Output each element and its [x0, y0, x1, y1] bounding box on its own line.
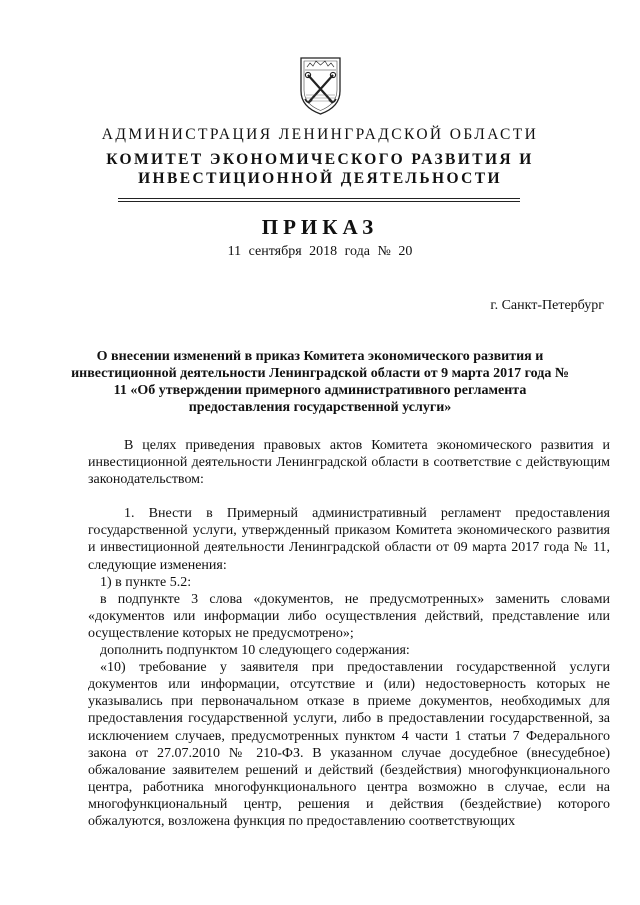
paragraph-subitem-3: в подпункте 3 слова «документов, не предусмотренных» заменить словами «документов или информации либо осуществления действий, представление или осуществление которых не предусмотрено»;: [88, 591, 610, 641]
document-date-number: 11 сентября 2018 года № 20: [227, 244, 413, 259]
committee-name-line1: КОМИТЕТ ЭКОНОМИЧЕСКОГО РАЗВИТИЯ И: [106, 151, 534, 168]
committee-name: [0, 150, 640, 188]
document-body: [88, 437, 610, 830]
header-divider-top: [118, 198, 520, 199]
paragraph-item-1: 1) в пункте 5.2:: [100, 574, 192, 590]
paragraph-1: 1. Внести в Примерный административный регламент предоставления государственной услуги, утвержденный приказом Комитета экономического развития и инвестиционной деятельности Ленинградской области от 09 марта 2017 года № 11, следующие изменения:: [88, 506, 610, 573]
paragraph-add-subitem: дополнить подпунктом 10 следующего содержания:: [100, 643, 410, 659]
header-divider-bottom: [118, 201, 520, 202]
preamble-paragraph: В целях приведения правовых актов Комитета экономического развития и инвестиционной деятельности Ленинградской области в соответствие с действующим законодательством:: [88, 438, 610, 488]
document-subject: О внесении изменений в приказ Комитета экономического развития и инвестиционной деятельности Ленинградской области от 9 марта 2017 года № 11 «Об утверждении примерного административного регламента предоставления государственной услуги»: [71, 349, 569, 415]
leningrad-oblast-coat-of-arms-icon: [298, 55, 343, 117]
paragraph-subitem-10: «10) требование у заявителя при предоставлении государственной услуги документов или информации, отсутствие и (или) недостоверность которых не указывались при первоначальном отказе в приеме документов, необходимых для предоставления государственной услуги, либо в предоставлении государственной, за исключением случаев, предусмотренных пунктом 4 части 1 статьи 7 Федерального закона от 27.07.2010 № 210-ФЗ. В указанном случае досудебное (внесудебное) обжалование заявителем решений и действий (бездействия) многофункционального центра, работника многофункционального центра возможно в случае, если на многофункциональный центр, решения и действия (бездействие) которого обжалуются, возложена функция по предоставлению соответствующих: [88, 660, 610, 829]
document-city: г. Санкт-Петербург: [490, 298, 604, 313]
committee-name-line2: ИНВЕСТИЦИОННОЙ ДЕЯТЕЛЬНОСТИ: [138, 170, 502, 187]
document-type-title: ПРИКАЗ: [261, 215, 379, 239]
org-name-line1: АДМИНИСТРАЦИЯ ЛЕНИНГРАДСКОЙ ОБЛАСТИ: [101, 126, 539, 143]
